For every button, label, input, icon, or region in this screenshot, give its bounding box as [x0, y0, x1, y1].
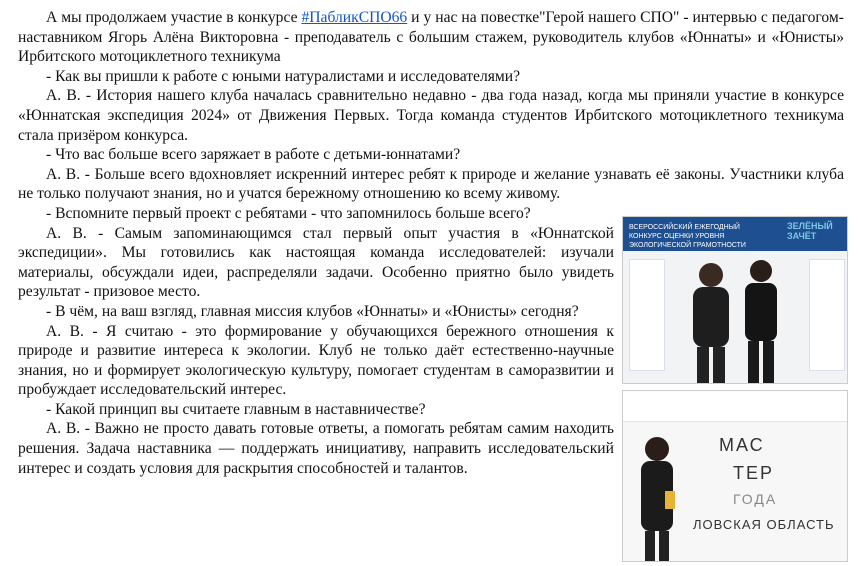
master-text-1: МАС	[719, 435, 765, 455]
master-photo	[622, 390, 848, 562]
question-3: - Вспомните первый проект с ребятами - что запомнилось больше всего?	[46, 204, 531, 222]
intro-text: А мы продолжаем участие в конкурсе	[46, 9, 302, 26]
question-4: - В чём, на ваш взгляд, главная миссия клубов «Юннаты» и «Юнисты» сегодня?	[46, 302, 579, 320]
teacher-figure	[629, 431, 689, 561]
banner-text: ВСЕРОССИЙСКИЙ ЕЖЕГОДНЫЙ КОНКУРС ОЦЕНКИ УРОВНЯ ЭКОЛОГИЧЕСКОЙ ГРАМОТНОСТИ	[629, 224, 746, 249]
hashtag-link[interactable]: #ПабликСПО66	[301, 9, 408, 26]
answer-3: А. В. - Самым запоминающимся стал первый опыт участия в «Юннатской экспедиции». Мы готовились как настоящая команда исследователей: изучали материалы, обсуждали идеи, распределяли задачи. Особенно приятно было увидеть результат - призовое место.	[18, 224, 614, 301]
answer-2: А. В. - Больше всего вдохновляет искренний интерес ребят к природе и желание узнавать её законы. Участники клуба не только получают знания, но и учатся бережному отношению ко всему живому.	[18, 165, 844, 203]
master-text-3: ГОДА	[733, 491, 778, 507]
answer-4: А. В. - Я считаю - это формирование у обучающихся бережного отношения к природе и развитие интереса к экологии. Клуб не только даёт естественно-научные знания, но и формирует экологическую культуру, помогает студентам в саморазвитии и пробуждает исследовательский интерес.	[18, 322, 614, 399]
master-text-4: ЛОВСКАЯ ОБЛАСТЬ	[693, 517, 835, 532]
intro-paragraph	[18, 8, 844, 67]
question-2: - Что вас больше всего заряжает в работе с детьми-юннатами?	[46, 146, 461, 164]
sponsor-panel-right	[809, 259, 845, 371]
zeleny-zachet-logo: ЗЕЛЁНЫЙ ЗАЧЁТ	[787, 221, 833, 241]
intro-text-rest: и у нас на повестке"Герой нашего СПО" - интервью с педагогом-наставником Ягорь Алёна Викторовна - преподаватель с большим стажем, руководитель клубов «Юннаты» и «Юнисты» Ирбитского мотоциклетного техникума	[18, 9, 844, 66]
logo-strip	[623, 391, 847, 422]
question-1: - Как вы пришли к работе с юными натуралистами и исследователями?	[46, 67, 521, 85]
sponsor-panel-left	[629, 259, 665, 371]
contest-photo	[622, 216, 848, 384]
people-figures	[671, 253, 801, 383]
answer-5: А. В. - Важно не просто давать готовые ответы, а помогать ребятам самим находить решения. Задача наставника — поддержать инициативу, направить исследовательский интерес и создать условия для раскрытия способностей и талантов.	[18, 420, 614, 477]
contest-banner	[623, 217, 847, 251]
master-text-2: ТЕР	[733, 463, 775, 483]
question-5: - Какой принцип вы считаете главным в наставничестве?	[46, 400, 426, 418]
answer-1: А. В. - История нашего клуба началась сравнительно недавно - два года назад, когда мы приняли участие в конкурсе «Юннатская экспедиция 2024» от Движения Первых. Тогда команда студентов Ирбитского мотоциклетного техникума стала призёром конкурса.	[18, 87, 844, 144]
